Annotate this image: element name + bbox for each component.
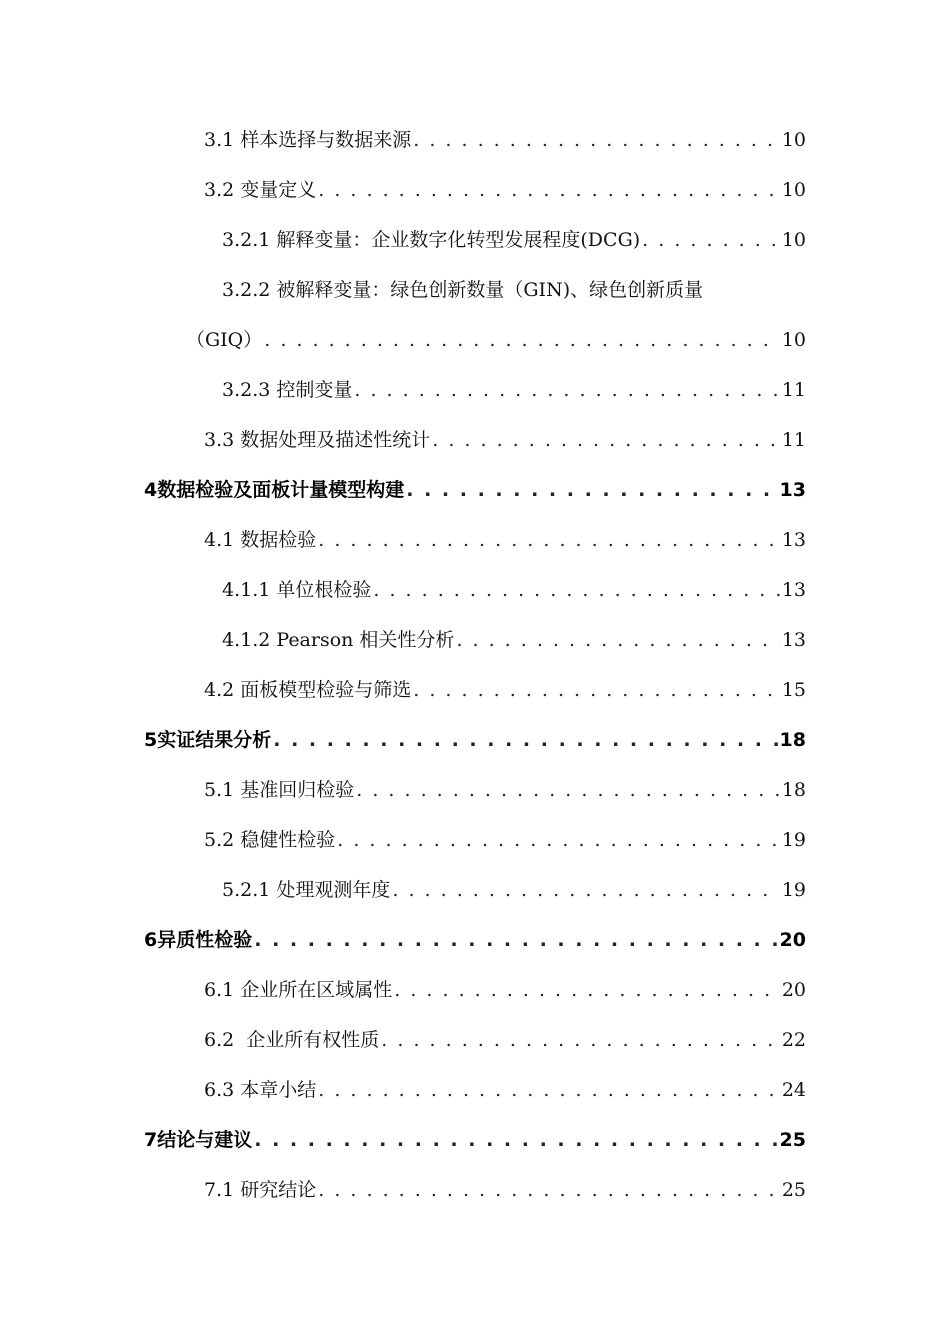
toc-entry[interactable] — [204, 1025, 806, 1055]
toc-entry-label: 7.1 研究结论 — [204, 1179, 317, 1201]
toc-entry-label: 3.3 数据处理及描述性统计 — [204, 429, 431, 451]
toc-page-number: 10 — [781, 179, 806, 201]
toc-page-number: 13 — [781, 629, 806, 651]
toc-entry-label: 3.1 样本选择与数据来源 — [204, 129, 412, 151]
toc-entry-label: 异质性检验 — [157, 929, 253, 951]
toc-entry[interactable] — [204, 175, 806, 205]
dot-leader — [394, 975, 780, 1005]
dot-leader — [432, 425, 780, 455]
toc-entry[interactable] — [204, 125, 806, 155]
toc-page-number: 19 — [781, 829, 806, 851]
toc-page-number: 13 — [781, 579, 806, 601]
toc-entry-label: 6.3 本章小结 — [204, 1079, 317, 1101]
toc-page-number: 10 — [781, 129, 806, 151]
toc-page-number: 25 — [781, 1179, 806, 1201]
dot-leader — [318, 175, 780, 205]
toc-page-number: 11 — [781, 429, 806, 451]
dot-leader — [642, 225, 780, 255]
toc-page-number: 25 — [779, 1129, 806, 1151]
toc-page-number: 24 — [781, 1079, 806, 1101]
toc-entry-line1[interactable] — [222, 275, 806, 305]
dot-leader — [254, 1125, 777, 1155]
dot-leader — [381, 1025, 780, 1055]
toc-entry-label: 3.2.2 被解释变量：绿色创新数量（GIN)、绿色创新质量 — [222, 279, 704, 301]
toc-entry[interactable] — [204, 675, 806, 705]
dot-leader — [406, 475, 777, 505]
toc-entry-label: 5.1 基准回归检验 — [204, 779, 355, 801]
toc-chapter-entry[interactable] — [144, 475, 806, 505]
toc-entry[interactable] — [204, 825, 806, 855]
dot-leader — [318, 1175, 780, 1205]
dot-leader — [264, 325, 780, 355]
dot-leader — [373, 575, 779, 605]
toc-entry[interactable] — [222, 575, 806, 605]
toc-page-number: 22 — [781, 1029, 806, 1051]
toc-entry[interactable] — [222, 225, 806, 255]
toc-entry[interactable] — [222, 875, 806, 905]
chapter-number: 6 — [144, 929, 158, 951]
toc-page-number: 13 — [781, 529, 806, 551]
toc-entry[interactable] — [204, 1075, 806, 1105]
toc-entry[interactable] — [204, 775, 806, 805]
toc-entry[interactable] — [222, 625, 806, 655]
toc-chapter-entry[interactable] — [144, 1125, 806, 1155]
toc-page-number: 15 — [781, 679, 806, 701]
dot-leader — [392, 875, 779, 905]
toc-entry-label: （GIQ） — [186, 329, 263, 351]
toc-entry[interactable] — [204, 975, 806, 1005]
dot-leader — [337, 825, 780, 855]
toc-page-number: 18 — [779, 729, 806, 751]
toc-entry-label: 结论与建议 — [157, 1129, 253, 1151]
toc-page-number: 20 — [781, 979, 806, 1001]
dot-leader — [318, 525, 780, 555]
toc-page-number: 13 — [779, 479, 806, 501]
toc-entry-line2[interactable] — [186, 325, 806, 355]
toc-entry-label: 4.2 面板模型检验与筛选 — [204, 679, 412, 701]
toc-page-number: 18 — [781, 779, 806, 801]
toc-entry-label: 4.1.1 单位根检验 — [222, 579, 372, 601]
toc-page-number: 20 — [779, 929, 806, 951]
toc-entry-label: 5.2 稳健性检验 — [204, 829, 336, 851]
toc-entry-label: 4.1 数据检验 — [204, 529, 317, 551]
toc-entry[interactable] — [204, 425, 806, 455]
toc-entry-label: 实证结果分析 — [157, 729, 272, 751]
toc-entry[interactable] — [204, 1175, 806, 1205]
toc-entry-label: 6.1 企业所在区域属性 — [204, 979, 393, 1001]
dot-leader — [318, 1075, 780, 1105]
toc-entry-label: 6.2 企业所有权性质 — [204, 1029, 380, 1051]
dot-leader — [456, 625, 779, 655]
toc-entry-label: 3.2.1 解释变量：企业数字化转型发展程度(DCG) — [222, 229, 641, 251]
toc-entry-label: 数据检验及面板计量模型构建 — [157, 479, 405, 501]
toc-entry-label: 3.2 变量定义 — [204, 179, 317, 201]
toc-entry-label: 4.1.2 Pearson 相关性分析 — [222, 629, 455, 651]
toc-page-number: 10 — [781, 229, 806, 251]
chapter-number: 7 — [144, 1129, 158, 1151]
dot-leader — [254, 925, 777, 955]
toc-chapter-entry[interactable] — [144, 925, 806, 955]
toc-entry-label: 5.2.1 处理观测年度 — [222, 879, 391, 901]
dot-leader — [273, 725, 777, 755]
dot-leader — [413, 125, 780, 155]
toc-page-number: 10 — [781, 329, 806, 351]
toc-chapter-entry[interactable] — [144, 725, 806, 755]
dot-leader — [413, 675, 780, 705]
toc-entry[interactable] — [204, 525, 806, 555]
dot-leader — [354, 375, 779, 405]
toc-entry[interactable] — [222, 375, 806, 405]
chapter-number: 4 — [144, 479, 158, 501]
dot-leader — [356, 775, 780, 805]
toc-page-number: 11 — [781, 379, 806, 401]
toc-page-number: 19 — [781, 879, 806, 901]
toc-entry-label: 3.2.3 控制变量 — [222, 379, 353, 401]
chapter-number: 5 — [144, 729, 158, 751]
